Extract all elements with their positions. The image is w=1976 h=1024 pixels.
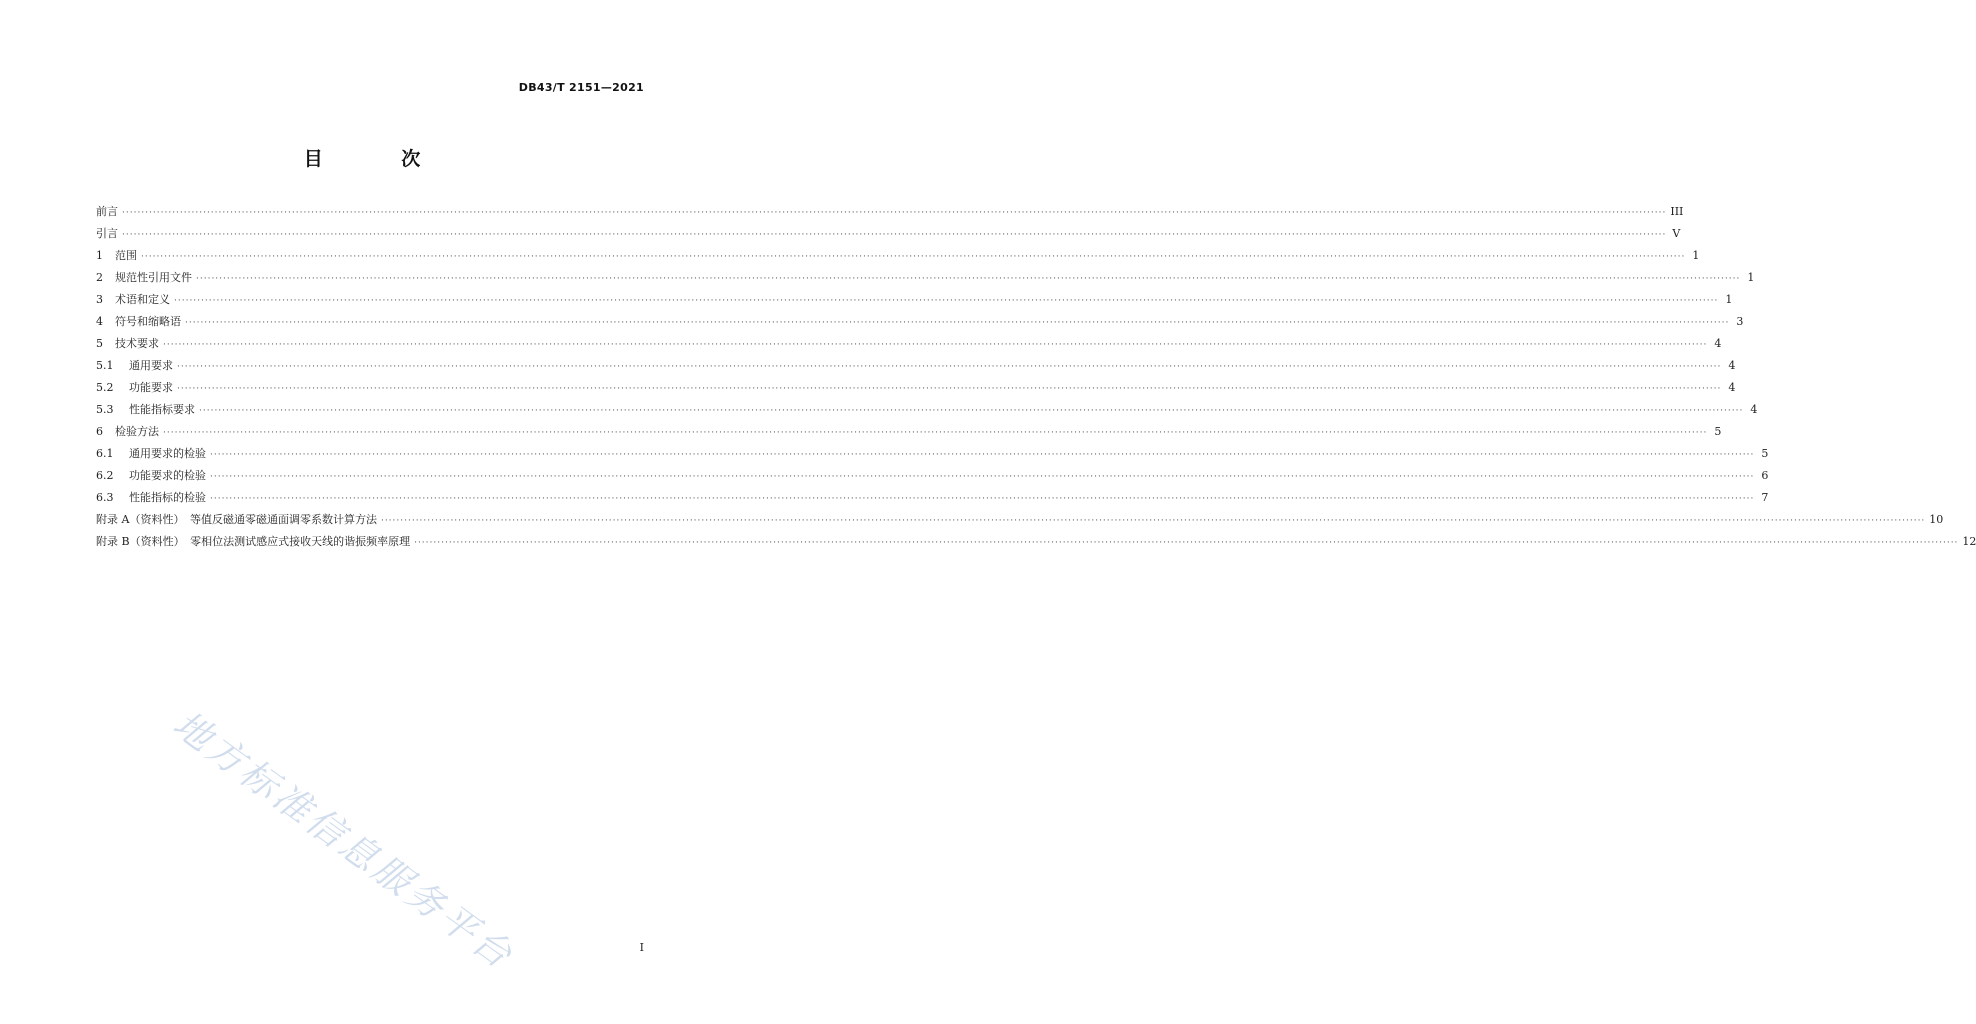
- toc-leader-dots: ················································································································································································································································································································································································································: [185, 318, 1730, 328]
- toc-entry-label: 附录 A（资料性） 等值反磁通零磁通面调零系数计算方法: [96, 513, 377, 526]
- standard-code: DB43/T 2151—2021: [518, 81, 644, 94]
- toc-entry-page: 5: [1761, 447, 1769, 460]
- toc-entry-page: 12: [1962, 535, 1976, 548]
- watermark: 地方标准信息服务平台: [165, 702, 523, 979]
- toc-entry[interactable]: [96, 269, 1755, 291]
- toc-leader-dots: ················································································································································································································································································································································································································: [196, 274, 1741, 284]
- table-of-contents: [96, 203, 1976, 555]
- toc-entry-number: 6: [96, 425, 103, 438]
- toc-entry-number: 5.2: [96, 381, 114, 394]
- toc-entry-number: 6.2: [96, 469, 114, 482]
- toc-entry[interactable]: [96, 489, 1769, 511]
- toc-leader-dots: ················································································································································································································································································································································································································: [141, 252, 1686, 262]
- toc-leader-dots: ················································································································································································································································································································································································································: [163, 428, 1708, 438]
- toc-entry-label: 检验方法: [115, 425, 159, 438]
- toc-leader-dots: ················································································································································································································································································································································································································: [177, 362, 1722, 372]
- toc-entry-label: 引言: [96, 227, 118, 240]
- toc-entry-label: 规范性引用文件: [115, 271, 192, 284]
- toc-entry-page: 3: [1736, 315, 1744, 328]
- toc-leader-dots: ················································································································································································································································································································································································································: [210, 450, 1755, 460]
- toc-entry[interactable]: [96, 511, 1944, 533]
- toc-entry-page: 10: [1929, 513, 1944, 526]
- toc-entry-number: 3: [96, 293, 103, 306]
- toc-entry[interactable]: [96, 401, 1758, 423]
- toc-entry-page: V: [1672, 227, 1681, 240]
- toc-leader-dots: ················································································································································································································································································································································································································: [210, 472, 1755, 482]
- toc-entry-label: 技术要求: [115, 337, 159, 350]
- toc-leader-dots: ················································································································································································································································································································································································································: [122, 230, 1667, 240]
- toc-entry[interactable]: [96, 467, 1769, 489]
- toc-leader-dots: ················································································································································································································································································································································································································: [414, 538, 1959, 548]
- toc-entry-number: 5: [96, 337, 103, 350]
- toc-entry-page: 1: [1692, 249, 1700, 262]
- toc-entry[interactable]: [96, 423, 1722, 445]
- toc-entry-label: 术语和定义: [115, 293, 170, 306]
- toc-entry-page: 7: [1761, 491, 1769, 504]
- page-title: 目 次: [303, 148, 457, 170]
- toc-entry-label: 通用要求的检验: [129, 447, 206, 460]
- toc-leader-dots: ················································································································································································································································································································································································································: [199, 406, 1744, 416]
- toc-entry-label: 功能要求的检验: [129, 469, 206, 482]
- toc-leader-dots: ················································································································································································································································································································································································································: [210, 494, 1755, 504]
- toc-entry-page: III: [1670, 205, 1684, 218]
- toc-entry[interactable]: [96, 247, 1700, 269]
- toc-entry[interactable]: [96, 445, 1769, 467]
- toc-entry-page: 4: [1714, 337, 1722, 350]
- toc-entry[interactable]: [96, 203, 1684, 225]
- toc-leader-dots: ················································································································································································································································································································································································································: [174, 296, 1719, 306]
- toc-entry-label: 范围: [115, 249, 137, 262]
- toc-entry[interactable]: [96, 533, 1976, 555]
- toc-entry[interactable]: [96, 379, 1736, 401]
- toc-entry-number: 2: [96, 271, 103, 284]
- toc-entry-label: 前言: [96, 205, 118, 218]
- toc-entry-label: 性能指标的检验: [129, 491, 206, 504]
- toc-entry-page: 1: [1747, 271, 1755, 284]
- toc-leader-dots: ················································································································································································································································································································································································································: [122, 208, 1667, 218]
- toc-entry-page: 4: [1728, 381, 1736, 394]
- toc-entry-number: 1: [96, 249, 103, 262]
- toc-leader-dots: ················································································································································································································································································································································································································: [163, 340, 1708, 350]
- toc-entry[interactable]: [96, 357, 1736, 379]
- toc-entry-number: 4: [96, 315, 103, 328]
- toc-entry-number: 5.3: [96, 403, 114, 416]
- toc-entry[interactable]: [96, 313, 1744, 335]
- toc-entry-page: 5: [1714, 425, 1722, 438]
- toc-entry-label: 功能要求: [129, 381, 173, 394]
- toc-entry-page: 4: [1728, 359, 1736, 372]
- toc-entry-label: 性能指标要求: [129, 403, 195, 416]
- toc-entry-number: 6.3: [96, 491, 114, 504]
- toc-entry-page: 6: [1761, 469, 1769, 482]
- toc-entry-number: 5.1: [96, 359, 114, 372]
- toc-entry-number: 6.1: [96, 447, 114, 460]
- toc-entry-page: 4: [1750, 403, 1758, 416]
- toc-entry[interactable]: [96, 291, 1733, 313]
- toc-entry-page: 1: [1725, 293, 1733, 306]
- toc-leader-dots: ················································································································································································································································································································································································································: [380, 516, 1926, 526]
- toc-entry-label: 符号和缩略语: [115, 315, 181, 328]
- toc-entry-label: 附录 B（资料性） 零相位法测试感应式接收天线的谐振频率原理: [96, 535, 411, 548]
- page-number: I: [639, 941, 644, 954]
- toc-leader-dots: ················································································································································································································································································································································································································: [177, 384, 1722, 394]
- toc-entry-label: 通用要求: [129, 359, 173, 372]
- toc-entry[interactable]: [96, 335, 1722, 357]
- toc-entry[interactable]: [96, 225, 1681, 247]
